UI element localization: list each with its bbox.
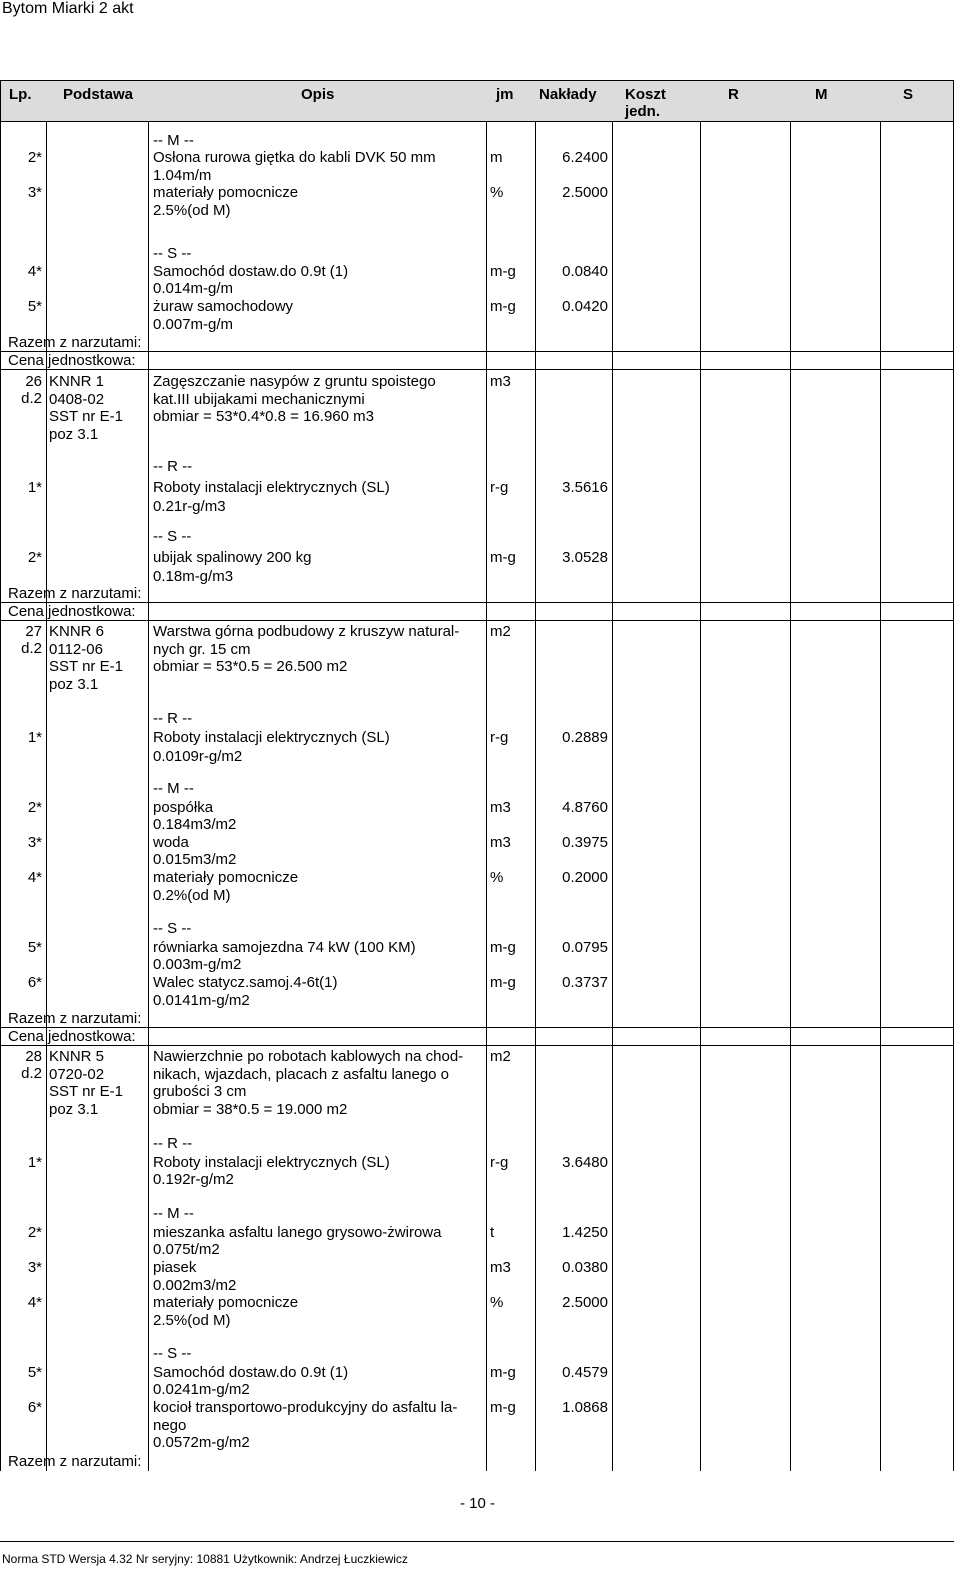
resource-row-value: 0.0795 — [562, 939, 608, 956]
footer-info: Norma STD Wersja 4.32 Nr seryjny: 10881 Użytkownik: Andrzej Łuczkiewicz — [2, 1552, 408, 1566]
resource-row-value: 3.6480 — [562, 1154, 608, 1171]
item28-base: poz 3.1 — [49, 1100, 99, 1118]
item27-desc: obmiar = 53*0.5 = 26.500 m2 — [153, 658, 348, 675]
row-divider — [0, 602, 954, 603]
item28-desc: nikach, wjazdach, placach z asfaltu lanego o — [153, 1065, 450, 1083]
header-r: R — [728, 86, 739, 103]
resource-row-value: 1.4250 — [562, 1224, 608, 1241]
row-desc: żuraw samochodowy — [153, 298, 294, 315]
item26-desc: obmiar = 53*0.4*0.8 = 16.960 m3 — [153, 408, 374, 425]
item26-d: d.2 — [21, 390, 42, 407]
resource-row-jm: % — [490, 869, 504, 886]
footer-divider — [0, 1541, 954, 1542]
column-line — [612, 121, 613, 1471]
cena-label: Cena jednostkowa: — [8, 352, 136, 369]
row-value: 2.5000 — [562, 184, 608, 201]
item27-number: 27 — [25, 623, 42, 640]
resource-row-jm: t — [490, 1224, 495, 1241]
row-divider — [0, 1045, 954, 1046]
row-jm: m-g — [490, 298, 516, 315]
row-desc: 1.04m/m — [153, 167, 212, 184]
row-divider — [0, 1027, 954, 1028]
resource-row-lp: 6* — [27, 1399, 42, 1416]
resource-row-desc: Walec statycz.samoj.4-6t(1) — [153, 974, 338, 991]
item28-jm: m2 — [490, 1048, 511, 1065]
header-jm: jm — [496, 86, 514, 103]
column-line — [148, 121, 149, 1471]
item27-desc: nych gr. 15 cm — [153, 640, 251, 658]
resource-row-desc: 0.0109r-g/m2 — [153, 748, 243, 765]
cena-label: Cena jednostkowa: — [8, 1028, 136, 1045]
row-desc: -- S -- — [153, 245, 192, 262]
resource-row-jm: m-g — [490, 549, 516, 566]
resource-row-desc: Roboty instalacji elektrycznych (SL) — [153, 479, 390, 496]
table-header — [0, 80, 954, 122]
resource-row-desc: -- R -- — [153, 458, 193, 475]
item27-base: SST nr E-1 — [49, 658, 123, 675]
resource-row-value: 0.2889 — [562, 729, 608, 746]
row-divider — [0, 369, 954, 370]
column-line — [486, 121, 487, 1471]
resource-row-value: 0.4579 — [562, 1364, 608, 1381]
item28-base: KNNR 5 — [49, 1048, 105, 1065]
resource-row-desc: -- M -- — [153, 780, 194, 797]
razem-label: Razem z narzutami: — [8, 1010, 142, 1027]
resource-row-desc: 0.002m3/m2 — [153, 1277, 237, 1294]
resource-row-jm: m3 — [490, 1259, 511, 1276]
resource-row-jm: % — [490, 1294, 504, 1311]
item27-base: 0112-06 — [49, 640, 103, 658]
resource-row-desc: -- S -- — [153, 1345, 192, 1362]
column-line — [880, 121, 881, 1471]
resource-row-desc: -- M -- — [153, 1205, 194, 1222]
cena-label: Cena jednostkowa: — [8, 603, 136, 620]
resource-row-desc: pospółka — [153, 799, 214, 816]
resource-row-jm: m3 — [490, 799, 511, 816]
resource-row-lp: 2* — [27, 1224, 42, 1241]
item28-desc: obmiar = 38*0.5 = 19.000 m2 — [153, 1100, 348, 1118]
resource-row-value: 0.3975 — [562, 834, 608, 851]
item26-jm: m3 — [490, 373, 511, 390]
resource-row-desc: piasek — [153, 1259, 197, 1276]
resource-row-desc: nego — [153, 1417, 187, 1434]
header-m: M — [815, 86, 828, 103]
resource-row-jm: m-g — [490, 974, 516, 991]
resource-row-value: 0.2000 — [562, 869, 608, 886]
row-value: 0.0420 — [562, 298, 608, 315]
resource-row-desc: materiały pomocnicze — [153, 869, 299, 886]
resource-row-desc: 0.075t/m2 — [153, 1241, 220, 1258]
resource-row-lp: 2* — [27, 799, 42, 816]
header-opis: Opis — [301, 86, 335, 103]
row-lp: 2* — [27, 149, 42, 166]
row-jm: % — [490, 184, 504, 201]
document-title: Bytom Miarki 2 akt — [2, 0, 134, 17]
column-line — [700, 121, 701, 1471]
header-naklady: Nakłady — [539, 86, 597, 103]
resource-row-desc: 0.21r-g/m3 — [153, 498, 226, 515]
row-divider — [0, 351, 954, 352]
column-line — [46, 121, 47, 1471]
razem-label: Razem z narzutami: — [8, 585, 142, 602]
item27-desc: Warstwa górna podbudowy z kruszyw natural- — [153, 623, 460, 640]
resource-row-desc: -- S -- — [153, 920, 192, 937]
item28-desc: Nawierzchnie po robotach kablowych na chod- — [153, 1048, 464, 1065]
resource-row-desc: -- R -- — [153, 710, 193, 727]
item28-number: 28 — [25, 1048, 42, 1065]
row-jm: m-g — [490, 263, 516, 280]
resource-row-desc: -- S -- — [153, 528, 192, 545]
resource-row-desc: Roboty instalacji elektrycznych (SL) — [153, 729, 390, 746]
resource-row-desc: równiarka samojezdna 74 kW (100 KM) — [153, 939, 416, 956]
resource-row-desc: Samochód dostaw.do 0.9t (1) — [153, 1364, 349, 1381]
resource-row-jm: m-g — [490, 939, 516, 956]
resource-row-lp: 1* — [27, 479, 42, 496]
row-jm: m — [490, 149, 503, 166]
resource-row-lp: 2* — [27, 549, 42, 566]
row-desc: Samochód dostaw.do 0.9t (1) — [153, 263, 349, 280]
row-desc: materiały pomocnicze — [153, 184, 299, 201]
item28-base: SST nr E-1 — [49, 1083, 123, 1100]
resource-row-desc: -- R -- — [153, 1135, 193, 1152]
item27-base: KNNR 6 — [49, 623, 105, 640]
resource-row-desc: woda — [153, 834, 189, 851]
item28-desc: grubości 3 cm — [153, 1083, 247, 1100]
item26-desc: kat.III ubijakami mechanicznymi — [153, 390, 365, 408]
resource-row-value: 0.3737 — [562, 974, 608, 991]
item28-d: d.2 — [21, 1065, 42, 1082]
resource-row-desc: kocioł transportowo-produkcyjny do asfaltu la- — [153, 1399, 458, 1416]
resource-row-lp: 3* — [27, 1259, 42, 1276]
row-value: 0.0840 — [562, 263, 608, 280]
resource-row-value: 2.5000 — [562, 1294, 608, 1311]
resource-row-jm: m3 — [490, 834, 511, 851]
column-line — [790, 121, 791, 1471]
item26-desc: Zagęszczanie nasypów z gruntu spoistego — [153, 373, 436, 390]
header-s: S — [903, 86, 914, 103]
row-lp: 5* — [27, 298, 42, 315]
item26-base: SST nr E-1 — [49, 408, 123, 425]
resource-row-desc: mieszanka asfaltu lanego grysowo-żwirowa — [153, 1224, 442, 1241]
item27-base: poz 3.1 — [49, 675, 99, 693]
resource-row-lp: 5* — [27, 1364, 42, 1381]
row-desc: -- M -- — [153, 132, 194, 149]
item26-number: 26 — [25, 373, 42, 390]
resource-row-desc: 0.0572m-g/m2 — [153, 1434, 250, 1451]
resource-row-jm: r-g — [490, 729, 509, 746]
resource-row-desc: ubijak spalinowy 200 kg — [153, 549, 312, 566]
resource-row-lp: 5* — [27, 939, 42, 956]
row-lp: 3* — [27, 184, 42, 201]
resource-row-value: 0.0380 — [562, 1259, 608, 1276]
resource-row-lp: 1* — [27, 1154, 42, 1171]
header-jedn: jedn. — [625, 103, 661, 120]
page-number: - 10 - — [460, 1495, 496, 1512]
resource-row-desc: Roboty instalacji elektrycznych (SL) — [153, 1154, 390, 1171]
row-desc: 0.014m-g/m — [153, 280, 234, 297]
row-desc: 2.5%(od M) — [153, 202, 231, 219]
resource-row-desc: 0.0141m-g/m2 — [153, 992, 250, 1009]
resource-row-value: 3.5616 — [562, 479, 608, 496]
resource-row-desc: materiały pomocnicze — [153, 1294, 299, 1311]
row-lp: 4* — [27, 263, 42, 280]
row-desc: 0.007m-g/m — [153, 316, 234, 333]
item28-base: 0720-02 — [49, 1065, 105, 1083]
item27-jm: m2 — [490, 623, 511, 640]
resource-row-desc: 2.5%(od M) — [153, 1312, 231, 1329]
row-desc: Osłona rurowa giętka do kabli DVK 50 mm — [153, 149, 436, 166]
resource-row-desc: 0.2%(od M) — [153, 887, 231, 904]
resource-row-value: 3.0528 — [562, 549, 608, 566]
razem-label: Razem z narzutami: — [8, 334, 142, 351]
item27-d: d.2 — [21, 640, 42, 657]
item26-base: KNNR 1 — [49, 373, 105, 390]
header-koszt: Koszt — [625, 86, 666, 103]
resource-row-lp: 3* — [27, 834, 42, 851]
resource-row-lp: 1* — [27, 729, 42, 746]
resource-row-desc: 0.192r-g/m2 — [153, 1171, 234, 1188]
resource-row-desc: 0.0241m-g/m2 — [153, 1381, 250, 1398]
resource-row-value: 1.0868 — [562, 1399, 608, 1416]
resource-row-jm: r-g — [490, 479, 509, 496]
resource-row-desc: 0.015m3/m2 — [153, 851, 237, 868]
row-value: 6.2400 — [562, 149, 608, 166]
header-podstawa: Podstawa — [63, 86, 134, 103]
resource-row-desc: 0.184m3/m2 — [153, 816, 237, 833]
item26-base: poz 3.1 — [49, 425, 99, 443]
resource-row-lp: 4* — [27, 869, 42, 886]
resource-row-desc: 0.003m-g/m2 — [153, 956, 242, 973]
header-lp: Lp. — [9, 86, 32, 103]
resource-row-value: 4.8760 — [562, 799, 608, 816]
item26-base: 0408-02 — [49, 390, 105, 408]
resource-row-desc: 0.18m-g/m3 — [153, 568, 234, 585]
resource-row-jm: m-g — [490, 1399, 516, 1416]
resource-row-jm: m-g — [490, 1364, 516, 1381]
resource-row-lp: 4* — [27, 1294, 42, 1311]
razem-label: Razem z narzutami: — [8, 1453, 142, 1470]
resource-row-jm: r-g — [490, 1154, 509, 1171]
column-line — [953, 121, 954, 1471]
row-divider — [0, 620, 954, 621]
resource-row-lp: 6* — [27, 974, 42, 991]
